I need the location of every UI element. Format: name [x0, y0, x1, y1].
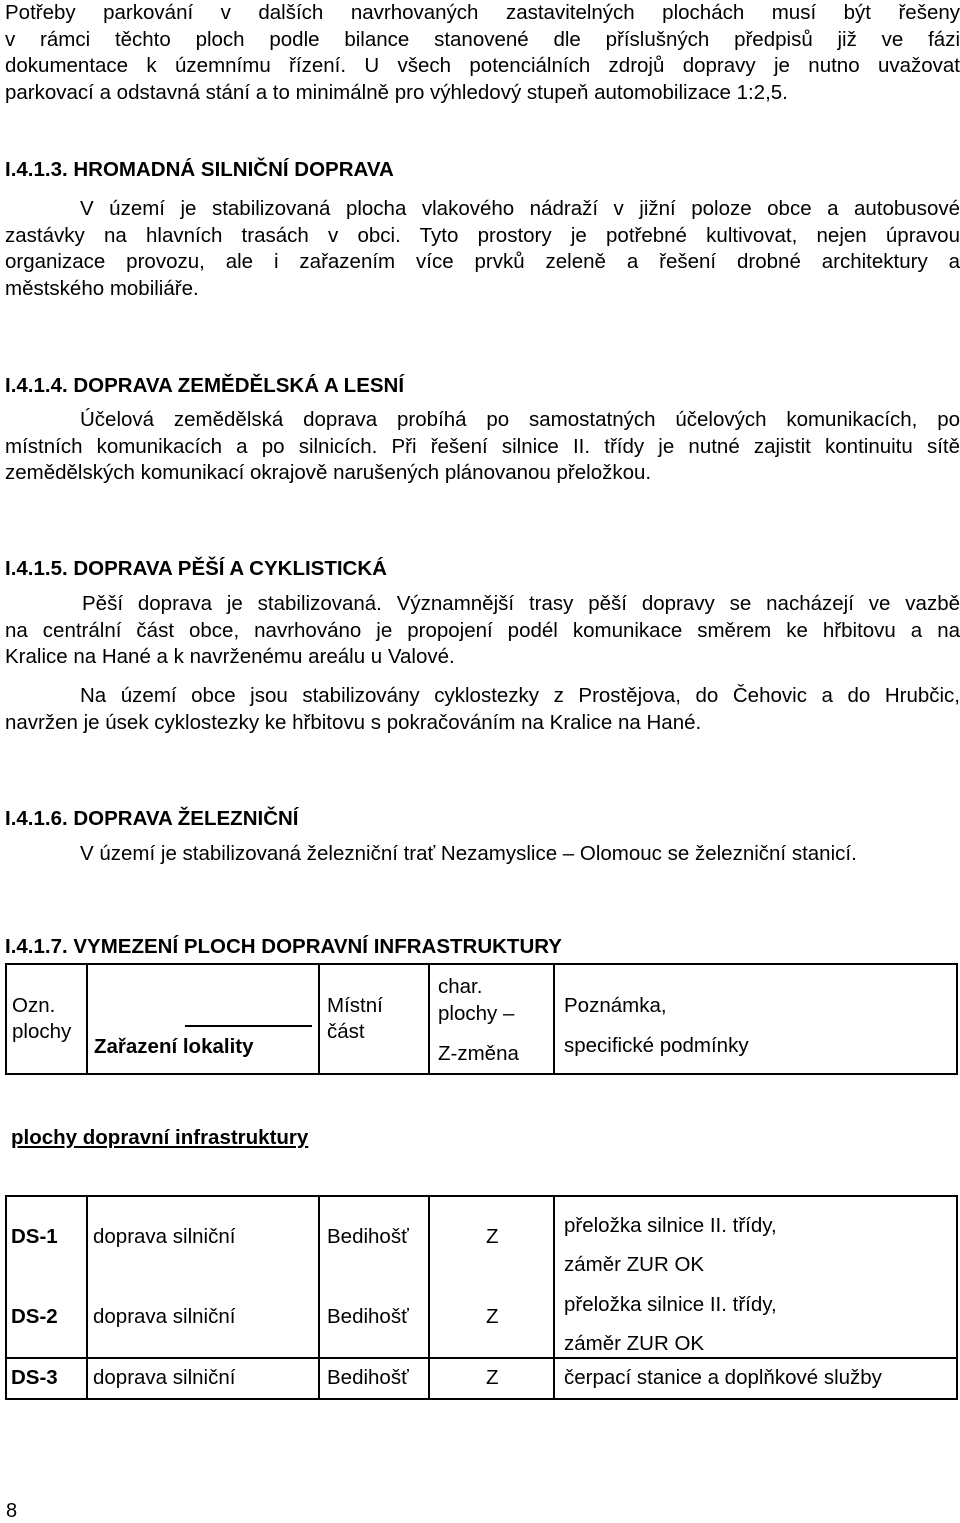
header-text: Ozn.: [12, 994, 56, 1017]
note-text: záměr ZUR OK: [564, 1332, 705, 1355]
text-line: dokumentace k územnímu řízení. U všech potenciálních zdrojů dopravy je nutno uvažovat: [5, 54, 960, 77]
table-top-rule: [5, 963, 958, 965]
section-heading-vymezeni: I.4.1.7. VYMEZENÍ PLOCH DOPRAVNÍ INFRASTRUKTURY: [5, 935, 562, 958]
table-col-divider: [318, 963, 320, 1075]
table-col-divider: [553, 1195, 555, 1400]
table-cell-part: Bedihošť: [327, 1305, 409, 1328]
section-paragraph-pesi-2: [5, 683, 960, 736]
table-cell-type: doprava silniční: [93, 1225, 236, 1248]
table-row-rule: [5, 1357, 958, 1359]
section-heading-zemedelska: I.4.1.4. DOPRAVA ZEMĚDĚLSKÁ A LESNÍ: [5, 374, 405, 397]
table-col-divider: [428, 1195, 430, 1400]
intro-paragraph: [5, 0, 960, 106]
header-text: specifické podmínky: [564, 1034, 749, 1057]
table-left-rule: [5, 963, 7, 1075]
section-paragraph-zemedelska: [5, 407, 960, 487]
table-group-label: plochy dopravní infrastruktury: [11, 1126, 309, 1149]
header-zarazeni: Zařazení lokality: [94, 1035, 254, 1058]
header-text: plochy: [12, 1020, 72, 1043]
table-left-rule: [5, 1195, 7, 1400]
table-cell-char: Z: [486, 1225, 499, 1248]
section-paragraph-pesi-1: [5, 591, 960, 671]
header-text: plochy –: [438, 1002, 515, 1025]
note-text: přeložka silnice II. třídy,: [564, 1214, 777, 1237]
table-row-rule: [5, 1195, 958, 1197]
section-paragraph-zeleznicni: [5, 841, 960, 868]
text-line: organizace provozu, ale i zařazením více prvků zeleně a řešení drobné architektury a: [5, 250, 960, 273]
table-cell-id: DS-3: [11, 1366, 58, 1389]
text-line: Kralice na Hané a k navrženému areálu u Valové.: [5, 645, 455, 668]
section-heading-hromadna: I.4.1.3. HROMADNÁ SILNIČNÍ DOPRAVA: [5, 158, 394, 181]
note-text: přeložka silnice II. třídy,: [564, 1293, 777, 1316]
table-cell-part: Bedihošť: [327, 1366, 409, 1389]
table-col-divider: [428, 963, 430, 1075]
table-cell-id: DS-2: [11, 1305, 58, 1328]
text-line: na centrální část obce, navrhováno je propojení podél komunikace směrem ke hřbitovu a na: [5, 618, 960, 642]
text-line: parkovací a odstavná stání a to minimálně pro výhledový stupeň automobilizace 1:2,5.: [5, 80, 788, 104]
page-number: 8: [6, 1500, 18, 1522]
header-char: [438, 973, 519, 1067]
table-cell-type: doprava silniční: [93, 1305, 236, 1328]
text-line: Účelová zemědělská doprava probíhá po samostatných účelových komunikacích, po: [80, 408, 960, 431]
header-text: Místní: [327, 994, 383, 1017]
text-line: navržen je úsek cyklostezky ke hřbitovu s pokračováním na Kralice na Hané.: [5, 710, 702, 734]
table-cell-char: Z: [486, 1305, 499, 1328]
header-text: část: [327, 1020, 365, 1043]
table-right-rule: [956, 963, 958, 1075]
text-line: V území je stabilizovaná plocha vlakového nádraží v jižní poloze obce a autobusové: [80, 197, 960, 220]
header-mistni: [327, 993, 383, 1045]
section-paragraph-hromadna: [5, 196, 960, 302]
table-row-rule: [5, 1398, 958, 1400]
table-col-divider: [86, 1195, 88, 1400]
table-header-bottom-rule: [5, 1073, 958, 1075]
table-cell-note: [564, 1285, 777, 1363]
header-text: Poznámka,: [564, 994, 667, 1017]
header-text: Z-změna: [438, 1042, 519, 1065]
table-cell-id: DS-1: [11, 1225, 58, 1248]
table-cell-type: doprava silniční: [93, 1366, 236, 1389]
text-line: Pěší doprava je stabilizovaná. Významnější trasy pěší dopravy se nacházejí ve vazbě: [82, 592, 960, 615]
header-poznamka: [564, 986, 749, 1066]
section-heading-pesi: I.4.1.5. DOPRAVA PĚŠÍ A CYKLISTICKÁ: [5, 557, 387, 580]
table-col-divider: [86, 963, 88, 1075]
note-text: záměr ZUR OK: [564, 1253, 705, 1276]
section-heading-zeleznicni: I.4.1.6. DOPRAVA ŽELEZNIČNÍ: [5, 807, 299, 830]
text-line: městského mobiliáře.: [5, 276, 199, 300]
text-line: zastávky na hlavních trasách v obci. Tyto prostory je potřebné kultivovat, nejen úpravou: [5, 223, 960, 247]
header-ozn: [12, 993, 71, 1045]
table-cell-part: Bedihošť: [327, 1225, 409, 1248]
table-col-divider: [318, 1195, 320, 1400]
text-line: v rámci těchto ploch podle bilance stanovené dle příslušných předpisů již ve fázi: [5, 27, 960, 51]
text-line: Potřeby parkování v dalších navrhovaných zastavitelných plochách musí být řešeny: [5, 1, 960, 24]
text-line: Na území obce jsou stabilizovány cyklostezky z Prostějova, do Čehovic a do Hrubčic,: [80, 684, 960, 707]
text-line: místních komunikacích a po silnicích. Při řešení silnice II. třídy je nutné zajistit kontinuitu sítě: [5, 434, 960, 458]
text-line: zemědělských komunikací okrajově narušených plánovanou přeložkou.: [5, 461, 652, 484]
table-right-rule: [956, 1195, 958, 1400]
table-col-divider: [553, 963, 555, 1075]
table-cell-note: [564, 1206, 777, 1284]
header-decorative-rule: [185, 1025, 312, 1027]
table-cell-char: Z: [486, 1366, 499, 1389]
header-text: char.: [438, 975, 483, 998]
text-line: V území je stabilizovaná železniční trať Nezamyslice – Olomouc se železniční stanicí.: [80, 842, 857, 865]
table-cell-note: čerpací stanice a doplňkové služby: [564, 1366, 882, 1389]
